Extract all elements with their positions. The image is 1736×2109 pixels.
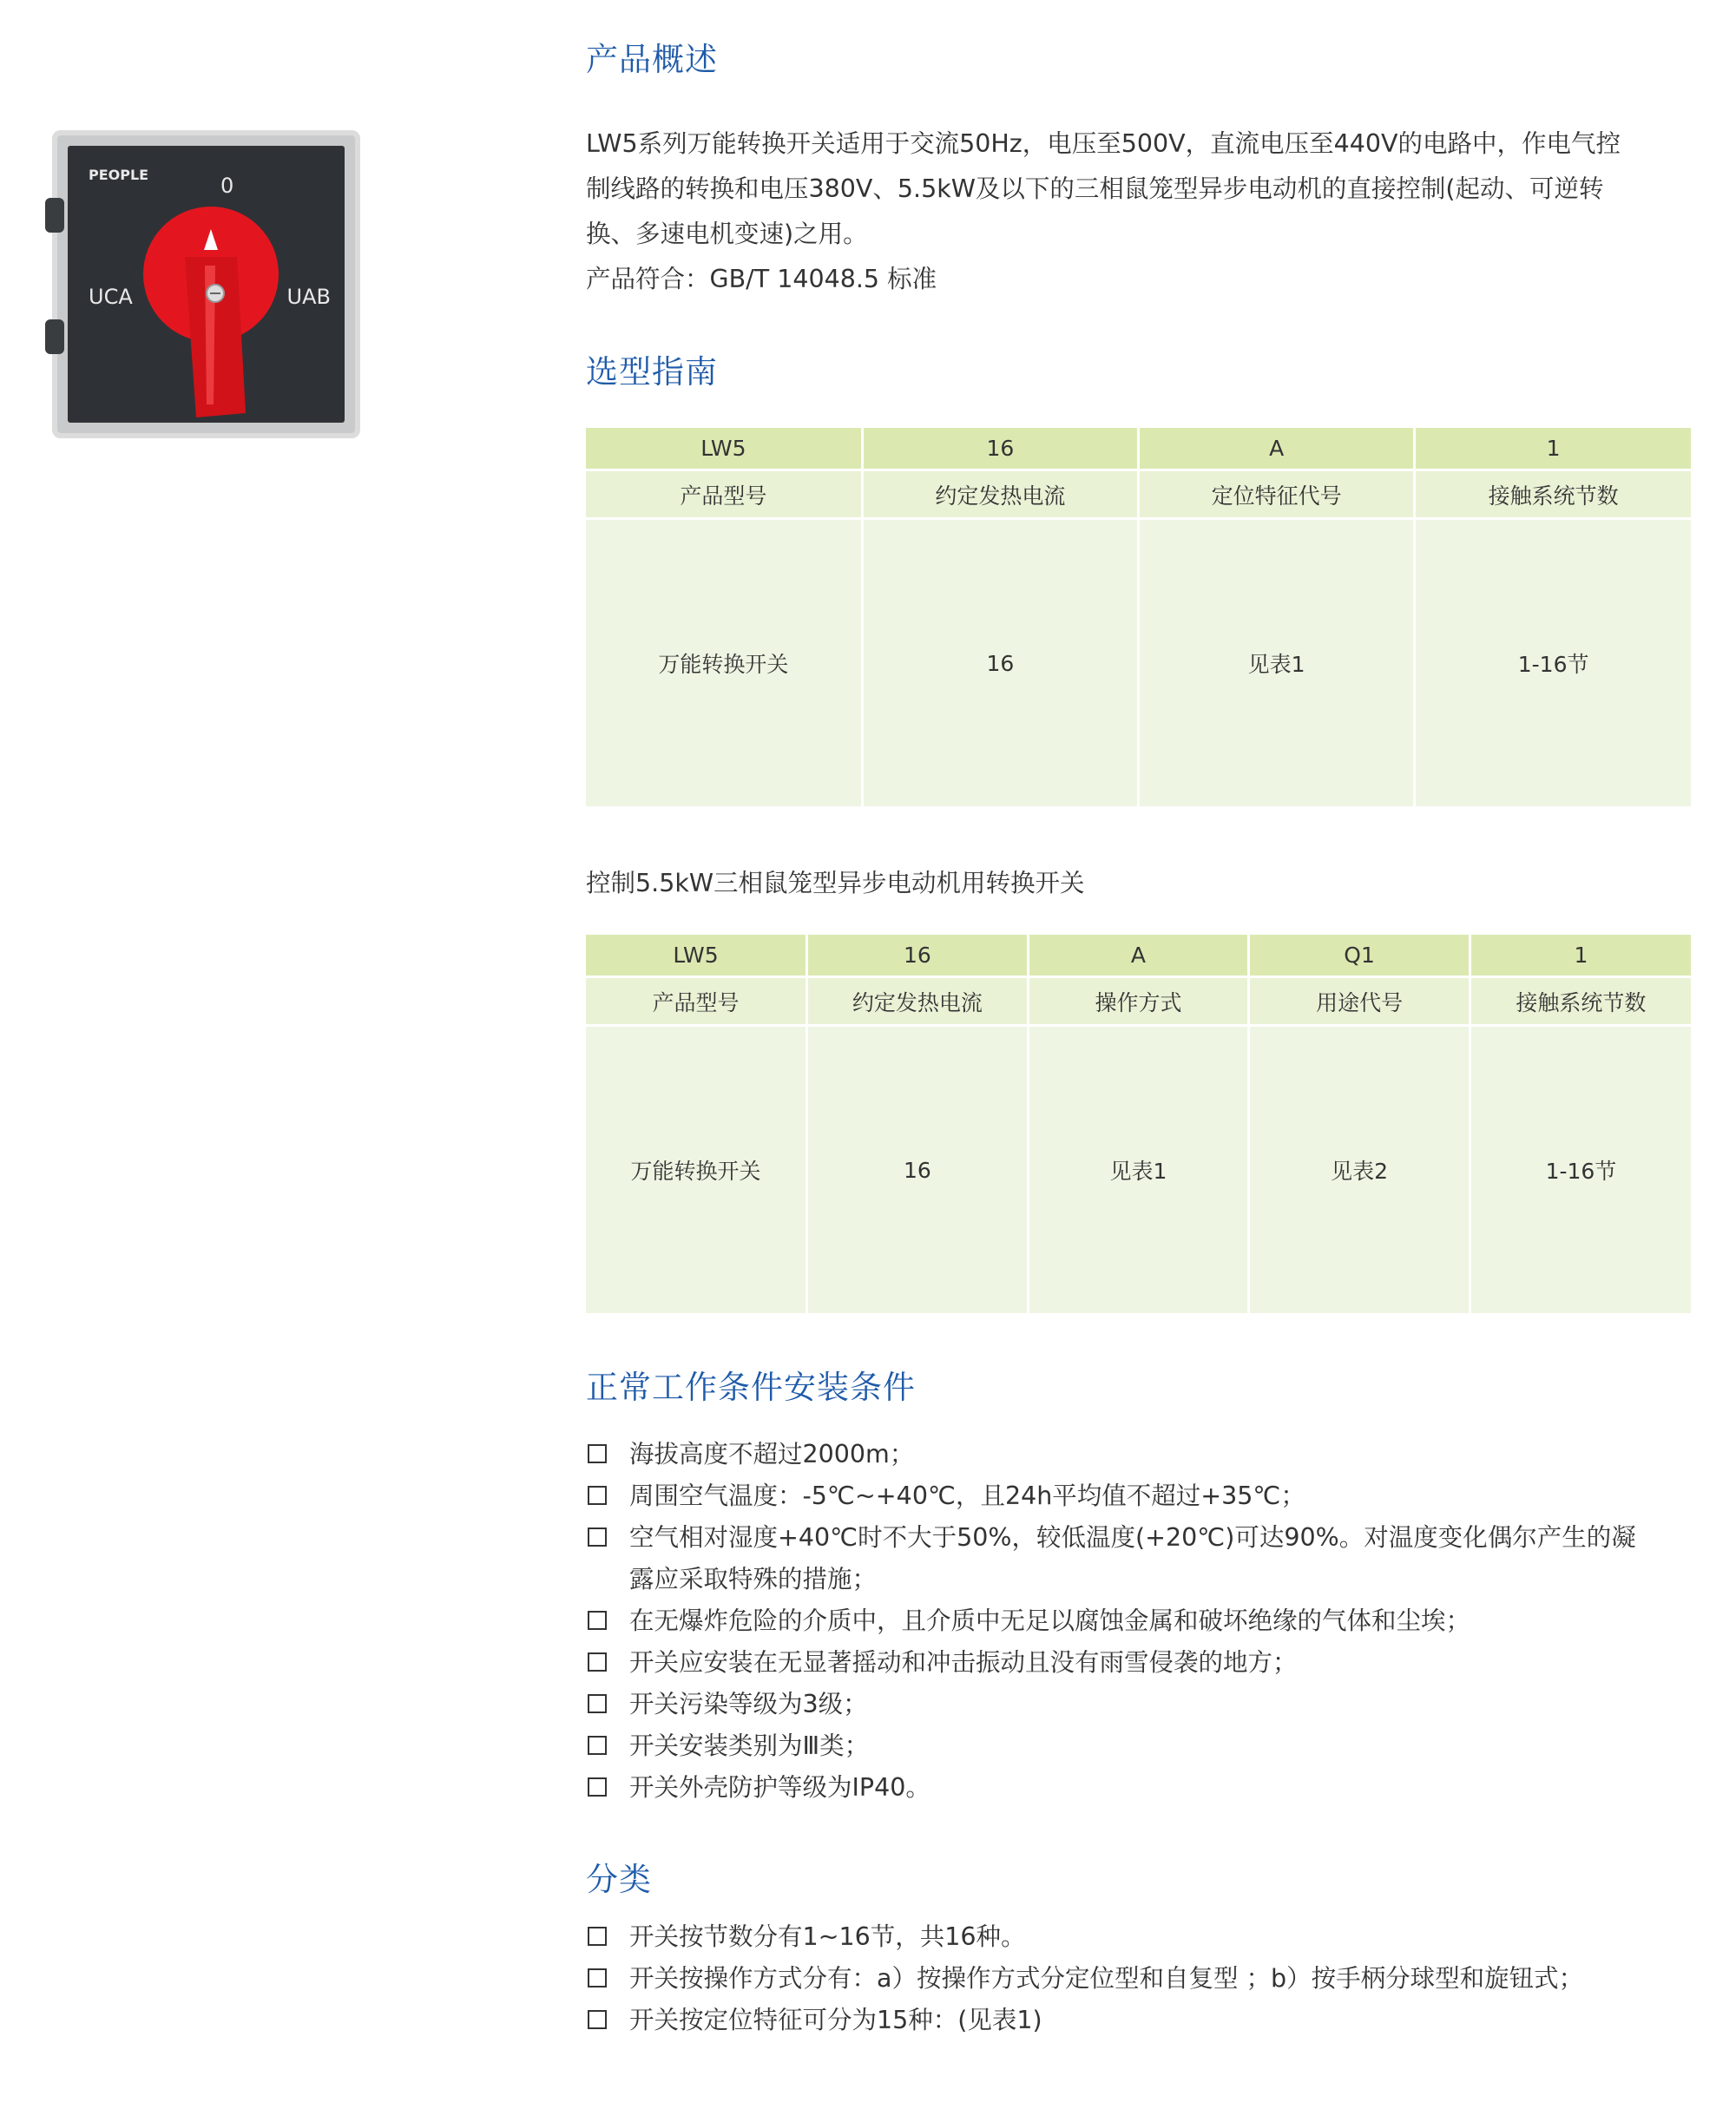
terminal-nub — [45, 319, 64, 354]
table-2-caption: 控制5.5kW三相鼠笼型异步电动机用转换开关 — [586, 869, 1085, 897]
checkbox-square-icon — [588, 1611, 607, 1630]
conditions-list — [586, 1434, 1714, 1809]
checkbox-square-icon — [588, 1652, 607, 1672]
value-cell: 见表1 — [1028, 1026, 1249, 1314]
list-item-text: 露应采取特殊的措施； — [629, 1565, 878, 1593]
code-cell: 1 — [1415, 428, 1691, 470]
code-cell: 1 — [1470, 935, 1691, 977]
model-code-table-2 — [586, 935, 1691, 1313]
conditions-heading: 正常工作条件安装条件 — [586, 1369, 916, 1406]
label-cell: 产品型号 — [586, 470, 862, 519]
value-cell: 16 — [807, 1026, 1029, 1314]
list-item-text: 开关污染等级为3级； — [629, 1690, 868, 1718]
list-item-text: 开关外壳防护等级为IP40。 — [629, 1773, 930, 1802]
checkbox-square-icon — [588, 1736, 607, 1755]
code-cell: LW5 — [586, 428, 862, 470]
value-cell: 1-16节 — [1470, 1026, 1691, 1314]
list-item — [586, 1642, 1714, 1684]
list-item-text: 周围空气温度：-5℃~+40℃，且24h平均值不超过+35℃； — [629, 1482, 1305, 1510]
list-item — [586, 1434, 1714, 1475]
overview-line: LW5系列万能转换开关适用于交流50Hz，电压至500V，直流电压至440V的电路中，作电气控 — [586, 129, 1621, 158]
label-cell: 定位特征代号 — [1139, 470, 1415, 519]
brand-label: PEOPLE — [89, 167, 149, 183]
checkbox-square-icon — [588, 1486, 607, 1505]
list-item-text: 开关安装类别为Ⅲ类； — [629, 1731, 870, 1760]
code-cell: 16 — [862, 428, 1138, 470]
overview-line: 换、多速电机变速)之用。 — [586, 220, 868, 248]
list-item — [586, 1958, 1714, 2000]
overview-text — [586, 122, 1693, 302]
model-code-table-1 — [586, 428, 1691, 806]
rotary-knob-icon — [137, 196, 285, 422]
list-item-continuation — [586, 1559, 1714, 1600]
list-item — [586, 1767, 1714, 1809]
code-cell: A — [1139, 428, 1415, 470]
switch-face-panel — [68, 146, 345, 423]
label-cell: 接触系统节数 — [1415, 470, 1691, 519]
value-cell: 万能转换开关 — [586, 519, 862, 807]
code-cell: Q1 — [1249, 935, 1470, 977]
checkbox-square-icon — [588, 1694, 607, 1713]
list-item — [586, 1684, 1714, 1725]
label-cell: 产品型号 — [586, 977, 807, 1026]
checkbox-square-icon — [588, 1927, 607, 1946]
value-cell: 16 — [862, 519, 1138, 807]
terminal-nub — [45, 198, 64, 233]
list-item-text: 空气相对湿度+40℃时不大于50%，较低温度(+20℃)可达90%。对温度变化偶尔产生的凝 — [629, 1523, 1636, 1552]
list-item-text: 开关按节数分有1~16节，共16种。 — [629, 1922, 1026, 1951]
position-right-label: UAB — [286, 285, 331, 309]
overview-heading: 产品概述 — [586, 41, 718, 78]
label-cell: 操作方式 — [1028, 977, 1249, 1026]
value-cell: 1-16节 — [1415, 519, 1691, 807]
checkbox-square-icon — [588, 1777, 607, 1797]
value-cell: 万能转换开关 — [586, 1026, 807, 1314]
label-cell: 用途代号 — [1249, 977, 1470, 1026]
list-item — [586, 2000, 1714, 2041]
list-item-text: 开关按定位特征可分为15种：(见表1) — [629, 2006, 1042, 2034]
checkbox-square-icon — [588, 1968, 607, 1987]
label-cell: 约定发热电流 — [807, 977, 1029, 1026]
value-cell: 见表1 — [1139, 519, 1415, 807]
list-item — [586, 1517, 1714, 1559]
product-image — [52, 130, 360, 438]
position-zero-label: 0 — [220, 174, 234, 198]
checkbox-square-icon — [588, 2010, 607, 2029]
classification-heading: 分类 — [586, 1861, 652, 1898]
list-item-text: 开关应安装在无显著摇动和冲击振动且没有雨雪侵袭的地方； — [629, 1648, 1298, 1677]
list-item-text: 海拔高度不超过2000m； — [629, 1440, 915, 1468]
overview-line: 制线路的转换和电压380V、5.5kW及以下的三相鼠笼型异步电动机的直接控制(起动、可逆转 — [586, 174, 1604, 203]
code-cell: LW5 — [586, 935, 807, 977]
list-item — [586, 1916, 1714, 1958]
code-cell: 16 — [807, 935, 1029, 977]
value-cell: 见表2 — [1249, 1026, 1470, 1314]
standard-line: 产品符合：GB/T 14048.5 标准 — [586, 265, 937, 293]
label-cell: 约定发热电流 — [862, 470, 1138, 519]
selection-heading: 选型指南 — [586, 353, 718, 391]
checkbox-square-icon — [588, 1444, 607, 1463]
list-item-text: 在无爆炸危险的介质中，且介质中无足以腐蚀金属和破坏绝缘的气体和尘埃； — [629, 1606, 1471, 1635]
code-cell: A — [1028, 935, 1249, 977]
list-item — [586, 1475, 1714, 1517]
list-item — [586, 1725, 1714, 1767]
checkbox-square-icon — [588, 1528, 607, 1547]
list-item — [586, 1600, 1714, 1642]
classification-list — [586, 1916, 1714, 2041]
position-left-label: UCA — [89, 285, 133, 309]
label-cell: 接触系统节数 — [1470, 977, 1691, 1026]
list-item-text: 开关按操作方式分有：a）按操作方式分定位型和自复型 ；b）按手柄分球型和旋钮式； — [629, 1964, 1584, 1993]
